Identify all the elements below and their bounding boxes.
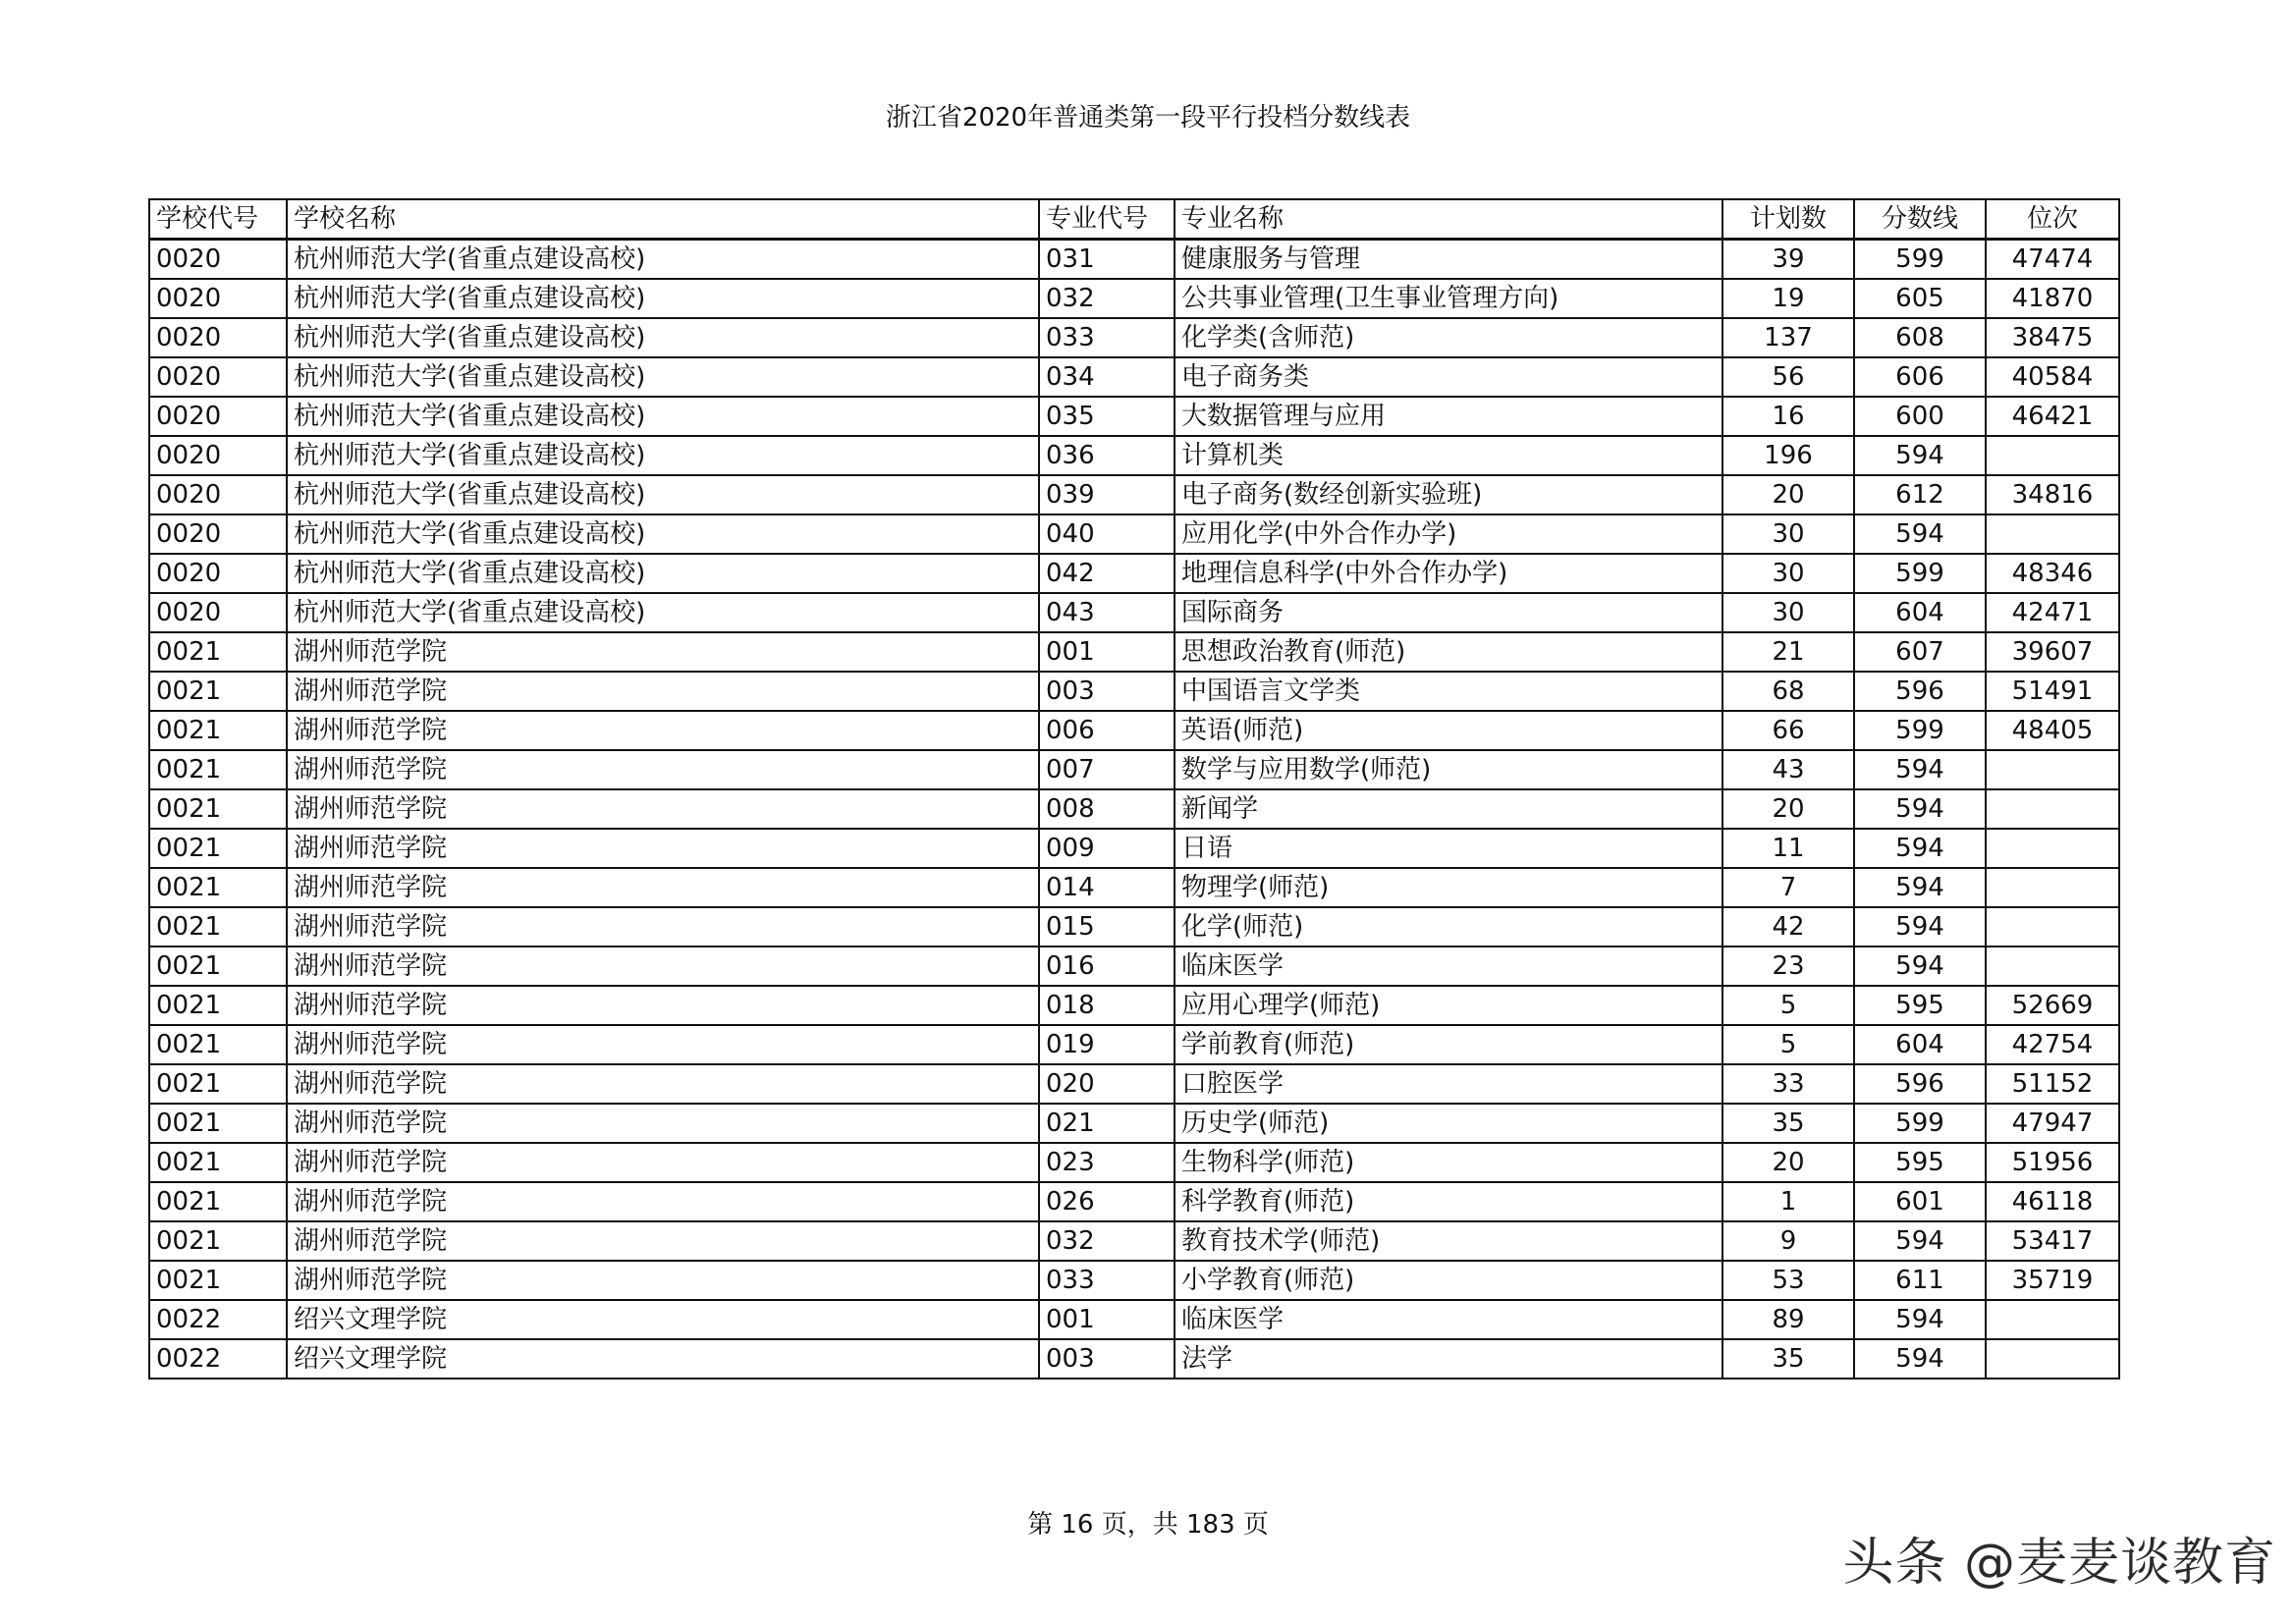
cell-school-code: 0020 bbox=[149, 357, 287, 397]
cell-major-name: 日语 bbox=[1175, 829, 1722, 868]
cell-major-name: 计算机类 bbox=[1175, 436, 1722, 475]
header-major-code: 专业代号 bbox=[1039, 199, 1175, 240]
cell-school-code: 0021 bbox=[149, 907, 287, 947]
cell-rank bbox=[1986, 750, 2119, 789]
cell-major-name: 临床医学 bbox=[1175, 947, 1722, 986]
table-row bbox=[149, 672, 2119, 711]
cell-major-name: 应用化学(中外合作办学) bbox=[1175, 514, 1722, 554]
cell-rank: 48346 bbox=[1986, 554, 2119, 593]
cell-major-code: 003 bbox=[1039, 1339, 1175, 1379]
cell-school-code: 0021 bbox=[149, 750, 287, 789]
cell-school-code: 0022 bbox=[149, 1300, 287, 1339]
cell-major-name: 化学(师范) bbox=[1175, 907, 1722, 947]
cell-school-code: 0021 bbox=[149, 868, 287, 907]
cell-plan-count: 20 bbox=[1722, 789, 1854, 829]
cell-school-name: 湖州师范学院 bbox=[287, 1221, 1039, 1261]
cell-plan-count: 5 bbox=[1722, 1025, 1854, 1064]
table-row bbox=[149, 475, 2119, 514]
cell-school-name: 湖州师范学院 bbox=[287, 1261, 1039, 1300]
cell-rank: 35719 bbox=[1986, 1261, 2119, 1300]
cell-major-name: 思想政治教育(师范) bbox=[1175, 632, 1722, 672]
cell-score-line: 599 bbox=[1854, 1104, 1986, 1143]
cell-plan-count: 137 bbox=[1722, 318, 1854, 357]
cell-plan-count: 43 bbox=[1722, 750, 1854, 789]
cell-school-code: 0021 bbox=[149, 632, 287, 672]
table-row bbox=[149, 789, 2119, 829]
cell-school-name: 湖州师范学院 bbox=[287, 632, 1039, 672]
cell-major-name: 法学 bbox=[1175, 1339, 1722, 1379]
cell-score-line: 601 bbox=[1854, 1182, 1986, 1221]
cell-rank: 51152 bbox=[1986, 1064, 2119, 1104]
cell-plan-count: 42 bbox=[1722, 907, 1854, 947]
cell-rank: 42754 bbox=[1986, 1025, 2119, 1064]
cell-major-name: 大数据管理与应用 bbox=[1175, 397, 1722, 436]
cell-score-line: 596 bbox=[1854, 1064, 1986, 1104]
cell-school-name: 湖州师范学院 bbox=[287, 750, 1039, 789]
cell-score-line: 594 bbox=[1854, 947, 1986, 986]
cell-school-code: 0020 bbox=[149, 554, 287, 593]
cell-rank: 47947 bbox=[1986, 1104, 2119, 1143]
cell-school-name: 杭州师范大学(省重点建设高校) bbox=[287, 357, 1039, 397]
cell-school-code: 0021 bbox=[149, 1064, 287, 1104]
cell-school-name: 湖州师范学院 bbox=[287, 829, 1039, 868]
cell-rank bbox=[1986, 947, 2119, 986]
table-row bbox=[149, 279, 2119, 318]
cell-school-name: 湖州师范学院 bbox=[287, 1104, 1039, 1143]
cell-major-code: 043 bbox=[1039, 593, 1175, 632]
table-row bbox=[149, 1025, 2119, 1064]
cell-score-line: 604 bbox=[1854, 593, 1986, 632]
table-row bbox=[149, 1064, 2119, 1104]
cell-major-code: 007 bbox=[1039, 750, 1175, 789]
cell-major-code: 026 bbox=[1039, 1182, 1175, 1221]
document-title: 浙江省2020年普通类第一段平行投档分数线表 bbox=[885, 103, 1411, 133]
table-row bbox=[149, 947, 2119, 986]
cell-school-name: 湖州师范学院 bbox=[287, 672, 1039, 711]
cell-major-code: 035 bbox=[1039, 397, 1175, 436]
table-row bbox=[149, 1143, 2119, 1182]
cell-plan-count: 35 bbox=[1722, 1104, 1854, 1143]
cell-school-code: 0021 bbox=[149, 672, 287, 711]
cell-major-code: 034 bbox=[1039, 357, 1175, 397]
cell-school-code: 0020 bbox=[149, 279, 287, 318]
cell-major-code: 019 bbox=[1039, 1025, 1175, 1064]
cell-score-line: 606 bbox=[1854, 357, 1986, 397]
cell-rank: 47474 bbox=[1986, 240, 2119, 280]
cell-school-code: 0020 bbox=[149, 475, 287, 514]
cell-major-code: 003 bbox=[1039, 672, 1175, 711]
cell-major-code: 033 bbox=[1039, 1261, 1175, 1300]
cell-major-name: 应用心理学(师范) bbox=[1175, 986, 1722, 1025]
cell-score-line: 594 bbox=[1854, 1221, 1986, 1261]
cell-school-name: 湖州师范学院 bbox=[287, 711, 1039, 750]
cell-school-name: 湖州师范学院 bbox=[287, 1143, 1039, 1182]
admission-score-table bbox=[148, 198, 2120, 1380]
cell-major-code: 039 bbox=[1039, 475, 1175, 514]
cell-score-line: 605 bbox=[1854, 279, 1986, 318]
cell-school-code: 0020 bbox=[149, 514, 287, 554]
table-row bbox=[149, 240, 2119, 280]
cell-school-name: 湖州师范学院 bbox=[287, 1182, 1039, 1221]
cell-score-line: 595 bbox=[1854, 1143, 1986, 1182]
cell-score-line: 596 bbox=[1854, 672, 1986, 711]
cell-score-line: 594 bbox=[1854, 1339, 1986, 1379]
cell-major-name: 学前教育(师范) bbox=[1175, 1025, 1722, 1064]
cell-major-name: 物理学(师范) bbox=[1175, 868, 1722, 907]
table-row bbox=[149, 318, 2119, 357]
cell-school-code: 0021 bbox=[149, 947, 287, 986]
cell-major-code: 020 bbox=[1039, 1064, 1175, 1104]
table-row bbox=[149, 711, 2119, 750]
cell-score-line: 595 bbox=[1854, 986, 1986, 1025]
watermark: 头条 @麦麦谈教育 bbox=[1842, 1534, 2276, 1593]
cell-school-code: 0020 bbox=[149, 436, 287, 475]
cell-school-name: 绍兴文理学院 bbox=[287, 1339, 1039, 1379]
cell-major-code: 001 bbox=[1039, 632, 1175, 672]
cell-major-name: 教育技术学(师范) bbox=[1175, 1221, 1722, 1261]
cell-school-name: 湖州师范学院 bbox=[287, 868, 1039, 907]
cell-school-name: 杭州师范大学(省重点建设高校) bbox=[287, 475, 1039, 514]
cell-score-line: 611 bbox=[1854, 1261, 1986, 1300]
table-row bbox=[149, 593, 2119, 632]
cell-major-code: 006 bbox=[1039, 711, 1175, 750]
cell-score-line: 594 bbox=[1854, 907, 1986, 947]
cell-school-code: 0020 bbox=[149, 318, 287, 357]
cell-school-name: 湖州师范学院 bbox=[287, 1025, 1039, 1064]
cell-score-line: 594 bbox=[1854, 436, 1986, 475]
cell-school-name: 杭州师范大学(省重点建设高校) bbox=[287, 514, 1039, 554]
table-row bbox=[149, 907, 2119, 947]
cell-score-line: 599 bbox=[1854, 711, 1986, 750]
cell-plan-count: 19 bbox=[1722, 279, 1854, 318]
cell-rank: 51956 bbox=[1986, 1143, 2119, 1182]
cell-school-name: 绍兴文理学院 bbox=[287, 1300, 1039, 1339]
header-plan-count: 计划数 bbox=[1722, 199, 1854, 240]
cell-rank: 51491 bbox=[1986, 672, 2119, 711]
cell-plan-count: 30 bbox=[1722, 514, 1854, 554]
cell-school-code: 0022 bbox=[149, 1339, 287, 1379]
cell-school-name: 杭州师范大学(省重点建设高校) bbox=[287, 279, 1039, 318]
table-row bbox=[149, 436, 2119, 475]
cell-major-name: 口腔医学 bbox=[1175, 1064, 1722, 1104]
cell-score-line: 594 bbox=[1854, 789, 1986, 829]
cell-rank: 52669 bbox=[1986, 986, 2119, 1025]
cell-major-name: 数学与应用数学(师范) bbox=[1175, 750, 1722, 789]
cell-school-name: 湖州师范学院 bbox=[287, 789, 1039, 829]
table-row bbox=[149, 632, 2119, 672]
cell-major-name: 国际商务 bbox=[1175, 593, 1722, 632]
table-row bbox=[149, 357, 2119, 397]
table-row bbox=[149, 554, 2119, 593]
cell-major-code: 042 bbox=[1039, 554, 1175, 593]
cell-plan-count: 7 bbox=[1722, 868, 1854, 907]
cell-score-line: 594 bbox=[1854, 829, 1986, 868]
cell-score-line: 612 bbox=[1854, 475, 1986, 514]
cell-major-code: 032 bbox=[1039, 1221, 1175, 1261]
cell-rank bbox=[1986, 868, 2119, 907]
cell-major-code: 021 bbox=[1039, 1104, 1175, 1143]
cell-rank bbox=[1986, 789, 2119, 829]
cell-score-line: 608 bbox=[1854, 318, 1986, 357]
table-row bbox=[149, 750, 2119, 789]
table-row bbox=[149, 1221, 2119, 1261]
cell-school-code: 0021 bbox=[149, 789, 287, 829]
cell-rank bbox=[1986, 1339, 2119, 1379]
cell-major-name: 健康服务与管理 bbox=[1175, 240, 1722, 280]
cell-plan-count: 39 bbox=[1722, 240, 1854, 280]
cell-major-code: 014 bbox=[1039, 868, 1175, 907]
table-body bbox=[149, 240, 2119, 1380]
cell-school-code: 0021 bbox=[149, 1221, 287, 1261]
cell-school-code: 0021 bbox=[149, 711, 287, 750]
cell-plan-count: 68 bbox=[1722, 672, 1854, 711]
cell-school-code: 0021 bbox=[149, 986, 287, 1025]
cell-major-name: 临床医学 bbox=[1175, 1300, 1722, 1339]
cell-score-line: 594 bbox=[1854, 868, 1986, 907]
cell-school-name: 湖州师范学院 bbox=[287, 1064, 1039, 1104]
cell-plan-count: 16 bbox=[1722, 397, 1854, 436]
cell-major-name: 历史学(师范) bbox=[1175, 1104, 1722, 1143]
cell-major-name: 电子商务(数经创新实验班) bbox=[1175, 475, 1722, 514]
cell-major-code: 031 bbox=[1039, 240, 1175, 280]
cell-major-name: 中国语言文学类 bbox=[1175, 672, 1722, 711]
cell-score-line: 594 bbox=[1854, 514, 1986, 554]
cell-school-code: 0021 bbox=[149, 1143, 287, 1182]
cell-school-code: 0021 bbox=[149, 1025, 287, 1064]
table-row bbox=[149, 986, 2119, 1025]
cell-plan-count: 1 bbox=[1722, 1182, 1854, 1221]
cell-major-code: 032 bbox=[1039, 279, 1175, 318]
cell-rank bbox=[1986, 1300, 2119, 1339]
cell-rank: 53417 bbox=[1986, 1221, 2119, 1261]
cell-major-name: 公共事业管理(卫生事业管理方向) bbox=[1175, 279, 1722, 318]
cell-school-code: 0021 bbox=[149, 829, 287, 868]
cell-school-name: 杭州师范大学(省重点建设高校) bbox=[287, 554, 1039, 593]
cell-rank: 38475 bbox=[1986, 318, 2119, 357]
header-school-name: 学校名称 bbox=[287, 199, 1039, 240]
cell-school-code: 0021 bbox=[149, 1182, 287, 1221]
cell-school-name: 湖州师范学院 bbox=[287, 907, 1039, 947]
cell-major-code: 018 bbox=[1039, 986, 1175, 1025]
cell-plan-count: 23 bbox=[1722, 947, 1854, 986]
table-row bbox=[149, 868, 2119, 907]
cell-plan-count: 35 bbox=[1722, 1339, 1854, 1379]
table-row bbox=[149, 1104, 2119, 1143]
cell-rank: 39607 bbox=[1986, 632, 2119, 672]
cell-plan-count: 66 bbox=[1722, 711, 1854, 750]
cell-school-name: 湖州师范学院 bbox=[287, 986, 1039, 1025]
table-row bbox=[149, 829, 2119, 868]
table-row bbox=[149, 397, 2119, 436]
cell-plan-count: 20 bbox=[1722, 475, 1854, 514]
cell-rank: 42471 bbox=[1986, 593, 2119, 632]
cell-plan-count: 56 bbox=[1722, 357, 1854, 397]
cell-plan-count: 11 bbox=[1722, 829, 1854, 868]
cell-score-line: 599 bbox=[1854, 554, 1986, 593]
cell-plan-count: 196 bbox=[1722, 436, 1854, 475]
cell-major-name: 电子商务类 bbox=[1175, 357, 1722, 397]
cell-school-name: 杭州师范大学(省重点建设高校) bbox=[287, 397, 1039, 436]
cell-score-line: 600 bbox=[1854, 397, 1986, 436]
cell-school-name: 杭州师范大学(省重点建设高校) bbox=[287, 436, 1039, 475]
cell-major-code: 016 bbox=[1039, 947, 1175, 986]
cell-rank bbox=[1986, 829, 2119, 868]
cell-rank: 40584 bbox=[1986, 357, 2119, 397]
cell-major-name: 化学类(含师范) bbox=[1175, 318, 1722, 357]
cell-major-code: 008 bbox=[1039, 789, 1175, 829]
table-row bbox=[149, 1182, 2119, 1221]
cell-major-name: 科学教育(师范) bbox=[1175, 1182, 1722, 1221]
cell-plan-count: 30 bbox=[1722, 593, 1854, 632]
cell-school-name: 湖州师范学院 bbox=[287, 947, 1039, 986]
cell-score-line: 604 bbox=[1854, 1025, 1986, 1064]
cell-plan-count: 21 bbox=[1722, 632, 1854, 672]
cell-rank: 46118 bbox=[1986, 1182, 2119, 1221]
cell-rank bbox=[1986, 436, 2119, 475]
header-rank: 位次 bbox=[1986, 199, 2119, 240]
cell-rank: 48405 bbox=[1986, 711, 2119, 750]
cell-major-code: 009 bbox=[1039, 829, 1175, 868]
cell-major-name: 地理信息科学(中外合作办学) bbox=[1175, 554, 1722, 593]
cell-rank: 41870 bbox=[1986, 279, 2119, 318]
cell-rank: 46421 bbox=[1986, 397, 2119, 436]
table-header-row bbox=[149, 199, 2119, 240]
cell-major-code: 023 bbox=[1039, 1143, 1175, 1182]
table-row bbox=[149, 1261, 2119, 1300]
cell-score-line: 607 bbox=[1854, 632, 1986, 672]
cell-major-code: 033 bbox=[1039, 318, 1175, 357]
cell-school-code: 0021 bbox=[149, 1104, 287, 1143]
cell-major-code: 015 bbox=[1039, 907, 1175, 947]
cell-major-name: 英语(师范) bbox=[1175, 711, 1722, 750]
cell-plan-count: 5 bbox=[1722, 986, 1854, 1025]
cell-school-code: 0020 bbox=[149, 397, 287, 436]
cell-school-name: 杭州师范大学(省重点建设高校) bbox=[287, 240, 1039, 280]
cell-score-line: 594 bbox=[1854, 1300, 1986, 1339]
table-row bbox=[149, 1339, 2119, 1379]
cell-major-code: 040 bbox=[1039, 514, 1175, 554]
table-row bbox=[149, 514, 2119, 554]
cell-plan-count: 89 bbox=[1722, 1300, 1854, 1339]
cell-major-name: 新闻学 bbox=[1175, 789, 1722, 829]
cell-school-name: 杭州师范大学(省重点建设高校) bbox=[287, 318, 1039, 357]
cell-score-line: 599 bbox=[1854, 240, 1986, 280]
header-major-name: 专业名称 bbox=[1175, 199, 1722, 240]
table-row bbox=[149, 1300, 2119, 1339]
cell-plan-count: 33 bbox=[1722, 1064, 1854, 1104]
cell-school-code: 0020 bbox=[149, 593, 287, 632]
cell-score-line: 594 bbox=[1854, 750, 1986, 789]
cell-major-code: 036 bbox=[1039, 436, 1175, 475]
cell-major-name: 生物科学(师范) bbox=[1175, 1143, 1722, 1182]
header-school-code: 学校代号 bbox=[149, 199, 287, 240]
cell-plan-count: 9 bbox=[1722, 1221, 1854, 1261]
cell-school-code: 0021 bbox=[149, 1261, 287, 1300]
cell-school-code: 0020 bbox=[149, 240, 287, 280]
cell-major-code: 001 bbox=[1039, 1300, 1175, 1339]
cell-major-name: 小学教育(师范) bbox=[1175, 1261, 1722, 1300]
cell-rank bbox=[1986, 907, 2119, 947]
cell-plan-count: 53 bbox=[1722, 1261, 1854, 1300]
cell-plan-count: 30 bbox=[1722, 554, 1854, 593]
cell-school-name: 杭州师范大学(省重点建设高校) bbox=[287, 593, 1039, 632]
cell-rank bbox=[1986, 514, 2119, 554]
cell-plan-count: 20 bbox=[1722, 1143, 1854, 1182]
page-footer: 第 16 页，共 183 页 bbox=[1027, 1510, 1269, 1540]
header-score-line: 分数线 bbox=[1854, 199, 1986, 240]
cell-rank: 34816 bbox=[1986, 475, 2119, 514]
